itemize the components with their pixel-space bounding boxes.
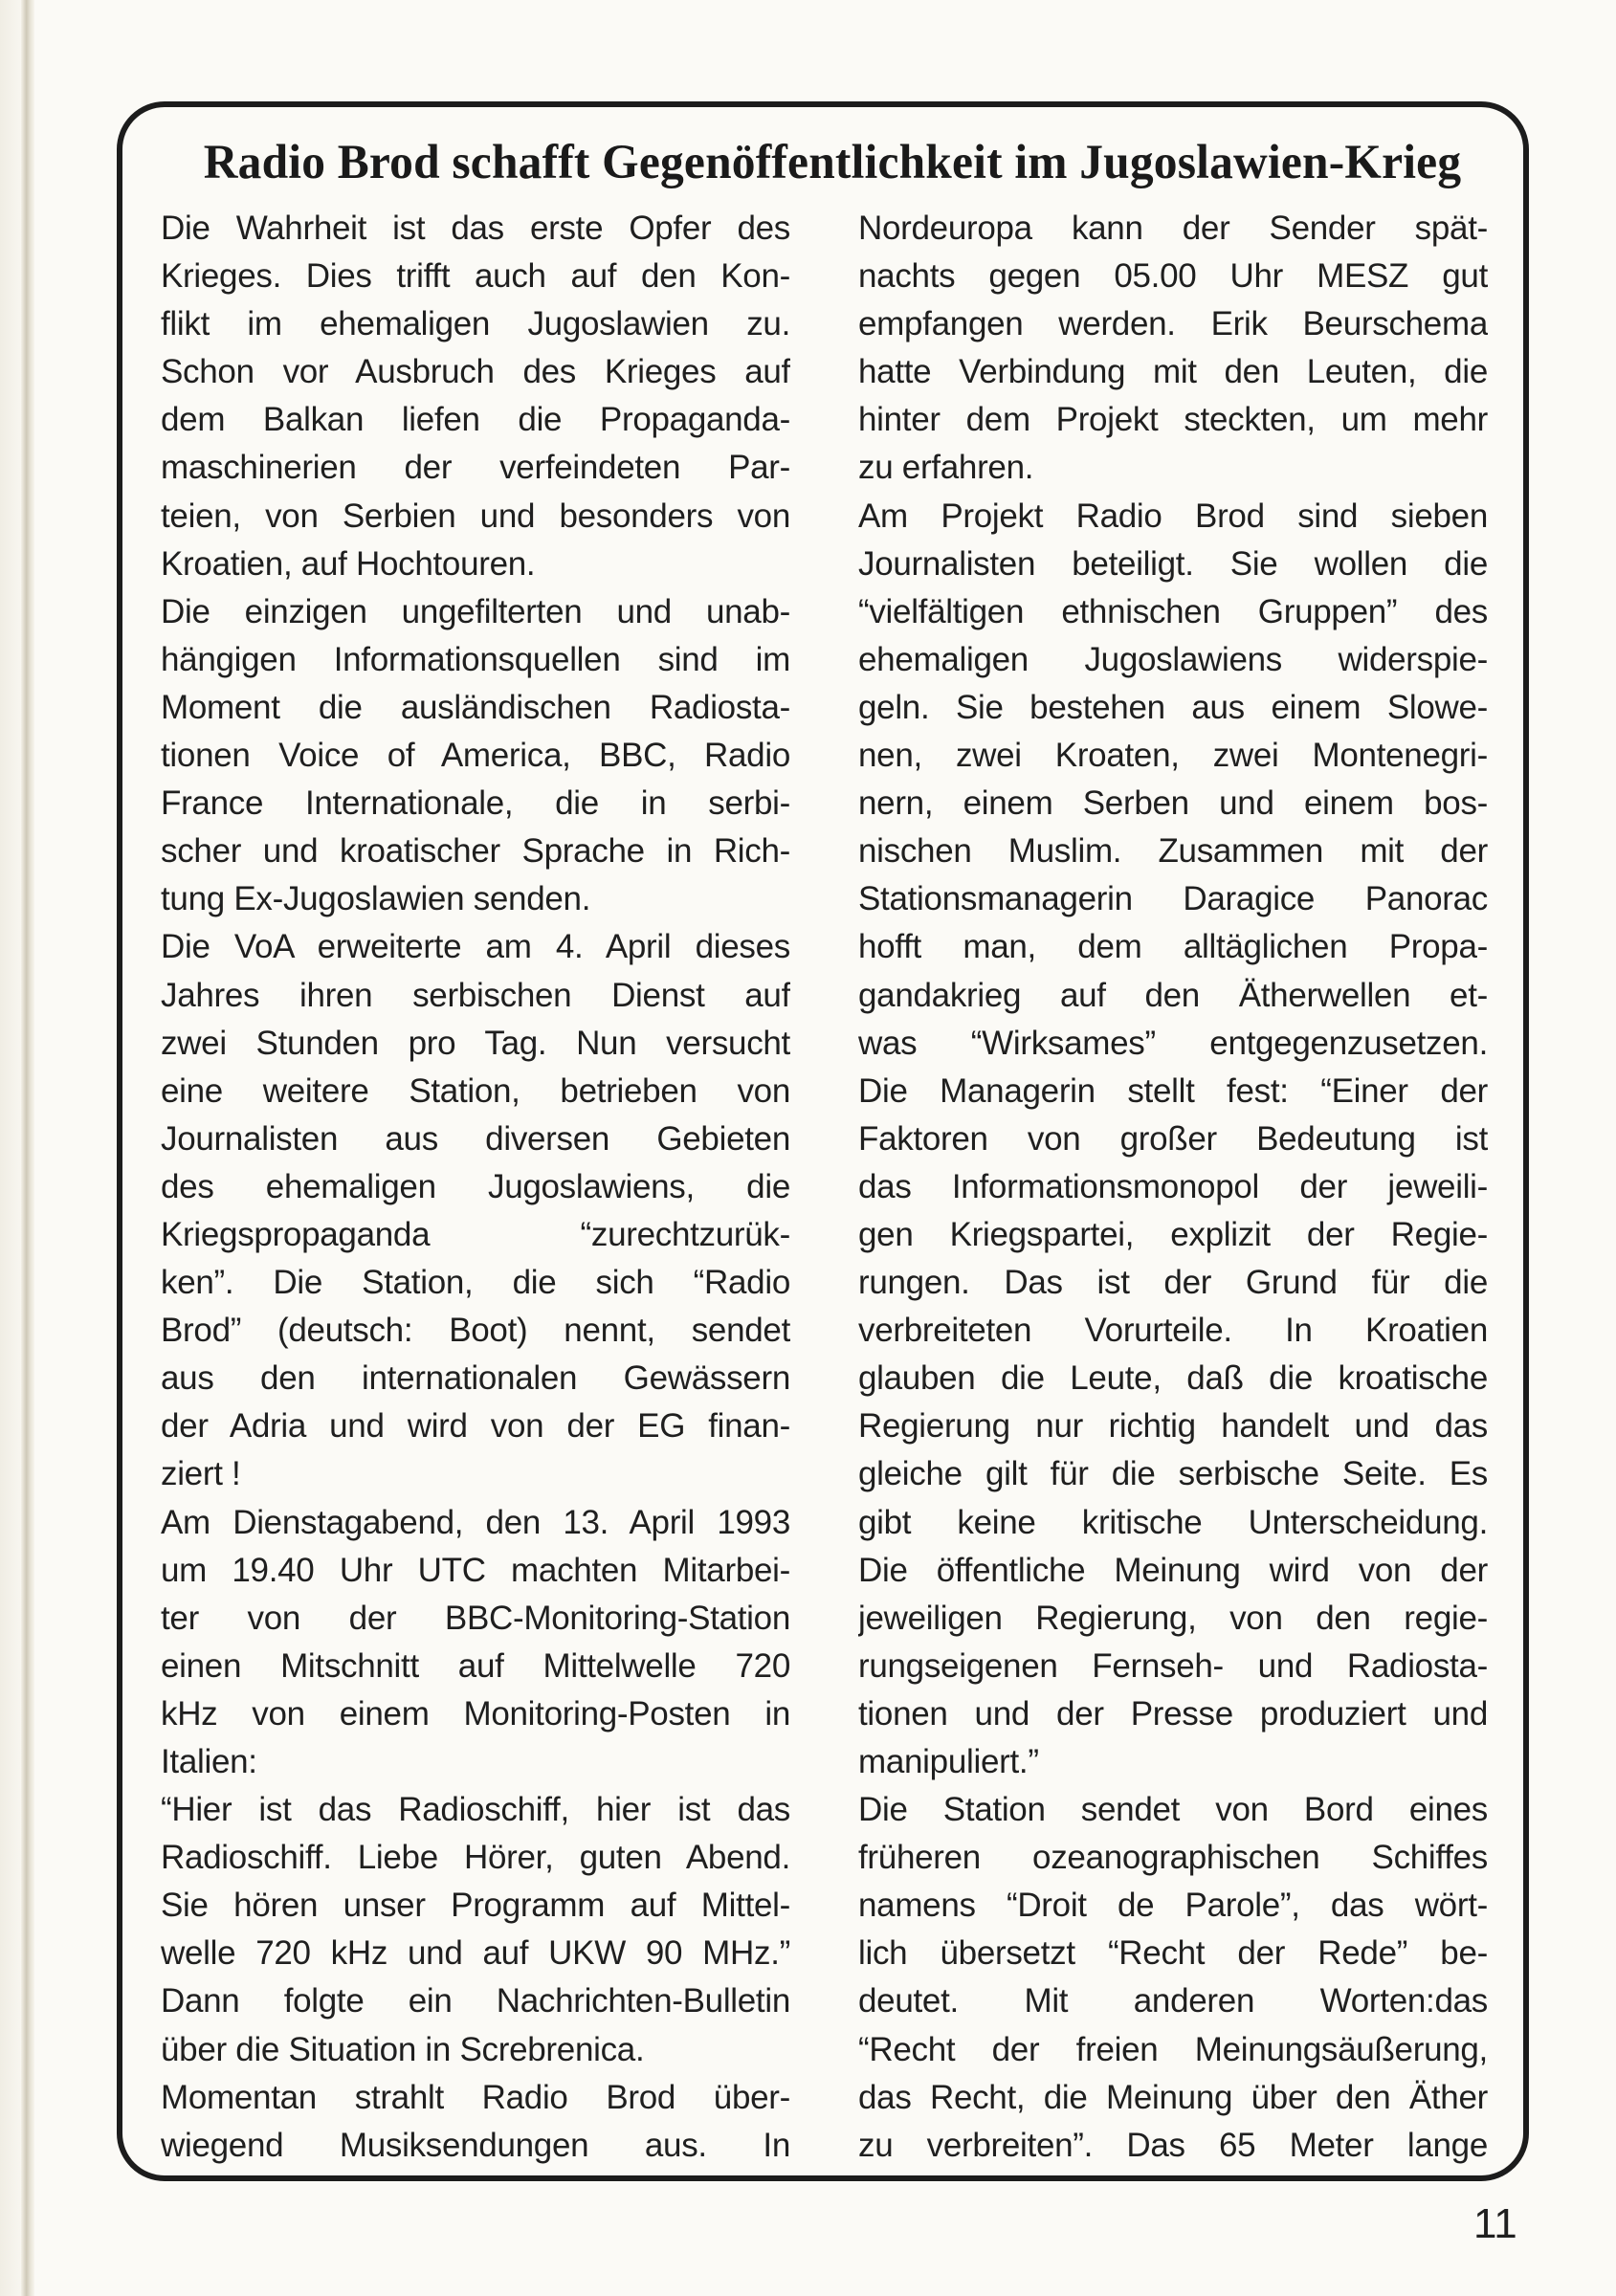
- text-line: Regierung nur richtig handelt und das: [858, 1407, 1488, 1446]
- text-line: Momentan strahlt Radio Brod über-: [161, 2078, 790, 2116]
- text-line: Die Station sendet von Bord eines: [858, 1791, 1488, 1829]
- text-line: dem Balkan liefen die Propaganda-: [161, 401, 790, 439]
- text-line: “vielfältigen ethnischen Gruppen” des: [858, 592, 1488, 630]
- text-line: Brod” (deutsch: Boot) nennt, sendet: [161, 1312, 790, 1350]
- text-line: Dann folgte ein Nachrichten-Bulletin: [161, 1982, 790, 2020]
- text-line: verbreiteten Vorurteile. In Kroatien: [858, 1312, 1488, 1350]
- text-line: Stationsmanagerin Daragice Panorac: [858, 880, 1488, 918]
- text-line: der Adria und wird von der EG finan-: [161, 1407, 790, 1446]
- text-line: zu erfahren.: [858, 449, 1034, 487]
- text-line: tionen Voice of America, BBC, Radio: [161, 737, 790, 775]
- text-line: ter von der BBC-Monitoring-Station: [161, 1599, 790, 1637]
- text-line: “Recht der freien Meinungsäußerung,: [858, 2030, 1488, 2068]
- text-line: gen Kriegspartei, explizit der Regie-: [858, 1215, 1488, 1253]
- text-line: Journalisten beteiligt. Sie wollen die: [858, 544, 1488, 583]
- text-line: Krieges. Dies trifft auch auf den Kon-: [161, 257, 790, 296]
- text-line: kHz von einem Monitoring-Posten in: [161, 1694, 790, 1733]
- text-line: Journalisten aus diversen Gebieten: [161, 1119, 790, 1158]
- text-line: Nordeuropa kann der Sender spät-: [858, 210, 1488, 247]
- text-line: hinter dem Projekt steckten, um mehr: [858, 401, 1488, 439]
- text-line: zwei Stunden pro Tag. Nun versucht: [161, 1024, 790, 1062]
- text-line: aus den internationalen Gewässern: [161, 1359, 790, 1398]
- text-line: hatte Verbindung mit den Leuten, die: [858, 353, 1488, 391]
- text-line: über die Situation in Screbrenica.: [161, 2030, 645, 2068]
- text-line: teien, von Serbien und besonders von: [161, 497, 790, 535]
- text-line: maschinerien der verfeindeten Par-: [161, 449, 790, 487]
- text-line: Die VoA erweiterte am 4. April dieses: [161, 928, 790, 966]
- text-line: empfangen werden. Erik Beurschema: [858, 305, 1488, 343]
- text-line: des ehemaligen Jugoslawiens, die: [161, 1167, 790, 1205]
- text-line: ziert !: [161, 1455, 241, 1493]
- article-headline: Radio Brod schafft Gegenöffentlichkeit im Jugoslawien-Krieg: [203, 136, 1462, 189]
- text-line: ken”. Die Station, die sich “Radio: [161, 1264, 790, 1302]
- text-line: das Recht, die Meinung über den Äther: [858, 2078, 1488, 2116]
- text-line: “Hier ist das Radioschiff, hier ist das: [161, 1791, 790, 1829]
- text-line: Radioschiff. Liebe Hörer, guten Abend.: [161, 1839, 790, 1877]
- page-number: 11: [1473, 2200, 1517, 2247]
- text-line: nen, zwei Kroaten, zwei Montenegri-: [858, 737, 1488, 775]
- binding-spine: [21, 0, 34, 2296]
- text-line: ehemaligen Jugoslawiens widerspie-: [858, 640, 1488, 678]
- text-line: gandakrieg auf den Ätherwellen et-: [858, 976, 1488, 1014]
- text-line: manipuliert.”: [858, 1743, 1039, 1780]
- left-column: [161, 205, 790, 2170]
- text-line: Kroatien, auf Hochtouren.: [161, 544, 536, 583]
- text-line: glauben die Leute, daß die kroatische: [858, 1359, 1488, 1398]
- text-line: rungen. Das ist der Grund für die: [858, 1264, 1488, 1302]
- text-line: einen Mitschnitt auf Mittelwelle 720: [161, 1646, 790, 1685]
- text-line: zu verbreiten”. Das 65 Meter lange: [858, 2126, 1488, 2164]
- text-line: welle 720 kHz und auf UKW 90 MHz.”: [161, 1934, 790, 1973]
- text-line: Faktoren von großer Bedeutung ist: [858, 1119, 1488, 1158]
- text-line: nischen Muslim. Zusammen mit der: [858, 832, 1488, 871]
- text-line: Am Dienstagabend, den 13. April 1993: [161, 1503, 790, 1541]
- text-line: scher und kroatischer Sprache in Rich-: [161, 832, 790, 871]
- text-line: Italien:: [161, 1743, 257, 1780]
- text-line: wiegend Musiksendungen aus. In: [161, 2126, 790, 2164]
- text-line: jeweiligen Regierung, von den regie-: [858, 1599, 1488, 1637]
- text-line: hofft man, dem alltäglichen Propa-: [858, 928, 1488, 966]
- text-line: Sie hören unser Programm auf Mittel-: [161, 1887, 790, 1925]
- text-line: gleiche gilt für die serbische Seite. Es: [858, 1455, 1488, 1493]
- text-line: gibt keine kritische Unterscheidung.: [858, 1503, 1488, 1541]
- text-line: nern, einem Serben und einem bos-: [858, 784, 1488, 823]
- text-line: Die Wahrheit ist das erste Opfer des: [161, 210, 790, 247]
- text-line: früheren ozeanographischen Schiffes: [858, 1839, 1488, 1877]
- text-line: tung Ex-Jugoslawien senden.: [161, 880, 591, 918]
- text-line: Schon vor Ausbruch des Krieges auf: [161, 353, 790, 391]
- text-line: Moment die ausländischen Radiosta-: [161, 688, 790, 726]
- text-line: France Internationale, die in serbi-: [161, 784, 790, 823]
- text-line: lich übersetzt “Recht der Rede” be-: [858, 1934, 1488, 1973]
- text-line: tionen und der Presse produziert und: [858, 1694, 1488, 1733]
- page-gutter: [0, 0, 21, 2296]
- text-line: Die öffentliche Meinung wird von der: [858, 1551, 1488, 1589]
- text-line: Die einzigen ungefilterten und unab-: [161, 592, 790, 630]
- text-line: rungseigenen Fernseh- und Radiosta-: [858, 1646, 1488, 1685]
- text-line: was “Wirksames” entgegenzusetzen.: [858, 1024, 1488, 1062]
- right-column: [858, 205, 1488, 2170]
- text-line: geln. Sie bestehen aus einem Slowe-: [858, 688, 1488, 726]
- text-line: das Informationsmonopol der jeweili-: [858, 1167, 1488, 1205]
- text-line: Kriegspropaganda “zurechtzurük-: [161, 1215, 790, 1253]
- text-line: flikt im ehemaligen Jugoslawien zu.: [161, 305, 790, 343]
- text-line: Am Projekt Radio Brod sind sieben: [858, 497, 1488, 535]
- text-line: eine weitere Station, betrieben von: [161, 1071, 790, 1110]
- text-line: nachts gegen 05.00 Uhr MESZ gut: [858, 257, 1488, 296]
- text-line: namens “Droit de Parole”, das wört-: [858, 1887, 1488, 1925]
- text-line: Jahres ihren serbischen Dienst auf: [161, 976, 790, 1014]
- text-line: hängigen Informationsquellen sind im: [161, 640, 790, 678]
- text-line: um 19.40 Uhr UTC machten Mitarbei-: [161, 1551, 790, 1589]
- text-line: Die Managerin stellt fest: “Einer der: [858, 1071, 1488, 1110]
- text-line: deutet. Mit anderen Worten:das: [858, 1982, 1488, 2020]
